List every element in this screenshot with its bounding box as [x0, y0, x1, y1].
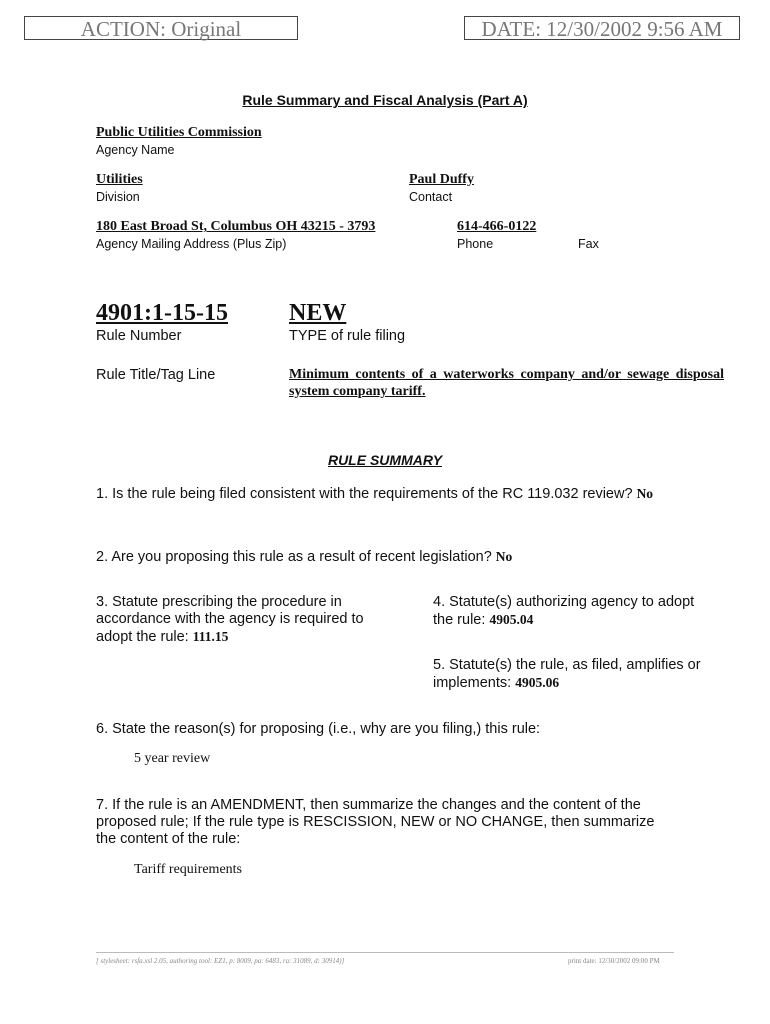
action-text: ACTION: Original	[80, 17, 242, 41]
question-6-text: 6. State the reason(s) for proposing (i.e., why are you filing,) this rule:	[96, 721, 541, 737]
answer-5: 4905.06	[515, 675, 560, 690]
footer-divider	[96, 952, 674, 953]
phone-label: Phone	[457, 237, 494, 251]
question-5-text: 5. Statute(s) the rule, as filed, amplifies or implements:	[433, 657, 701, 691]
answer-6: 5 year review	[134, 751, 211, 766]
question-1	[96, 485, 656, 503]
question-3	[96, 594, 391, 646]
question-2	[96, 548, 736, 566]
rule-title-label: Rule Title/Tag Line	[96, 367, 216, 383]
contact-value: Paul Duffy	[409, 172, 474, 187]
agency-name-label: Agency Name	[96, 143, 175, 157]
date-text: DATE: 12/30/2002 9:56 AM	[481, 17, 723, 41]
answer-7: Tariff requirements	[134, 862, 242, 877]
question-5	[433, 657, 723, 692]
rule-summary-heading: RULE SUMMARY	[327, 452, 443, 468]
question-6	[96, 721, 696, 738]
rule-type-label: TYPE of rule filing	[289, 328, 406, 344]
date-box	[464, 16, 740, 40]
action-box	[24, 16, 298, 40]
address-label: Agency Mailing Address (Plus Zip)	[96, 237, 287, 251]
footer-stylesheet-info: [ stylesheet: rsfa.xsl 2.05, authoring tool: EZ1, p: 8009, pa: 6483, ra: 31089, d: 30914)]	[96, 957, 345, 965]
question-2-text: 2. Are you proposing this rule as a result of recent legislation?	[96, 549, 492, 565]
question-7-text: 7. If the rule is an AMENDMENT, then summarize the changes and the content of the proposed rule; If the rule type is RESCISSION, NEW or NO CHANGE, then summarize the content of the rule:	[96, 797, 655, 847]
rule-number-label: Rule Number	[96, 328, 182, 344]
address-value: 180 East Broad St, Columbus OH 43215 - 3793	[96, 219, 376, 234]
rule-type-value: NEW	[289, 300, 347, 326]
division-value: Utilities	[96, 172, 143, 187]
fax-label: Fax	[578, 237, 599, 251]
phone-value: 614-466-0122	[457, 219, 537, 234]
agency-name-value: Public Utilities Commission	[96, 125, 262, 140]
answer-1: No	[636, 486, 654, 501]
answer-3: 111.15	[192, 629, 229, 644]
question-1-text: 1. Is the rule being filed consistent with the requirements of the RC 119.032 review?	[96, 486, 633, 502]
question-4-text: 4. Statute(s) authorizing agency to adopt the rule:	[433, 594, 695, 628]
answer-4: 4905.04	[489, 612, 534, 627]
contact-label: Contact	[409, 190, 453, 204]
question-3-text: 3. Statute prescribing the procedure in accordance with the agency is required to adopt the rule:	[96, 594, 364, 645]
division-label: Division	[96, 190, 140, 204]
footer-print-date: print date: 12/30/2002 09:00 PM	[568, 957, 660, 965]
answer-2: No	[495, 549, 513, 564]
rule-number-value: 4901:1-15-15	[96, 300, 228, 326]
question-4	[433, 594, 698, 629]
question-7	[96, 797, 671, 848]
page-title: Rule Summary and Fiscal Analysis (Part A)	[242, 92, 528, 108]
rule-title-value: Minimum contents of a waterworks company and/or sewage disposal system company tariff.	[289, 367, 724, 399]
